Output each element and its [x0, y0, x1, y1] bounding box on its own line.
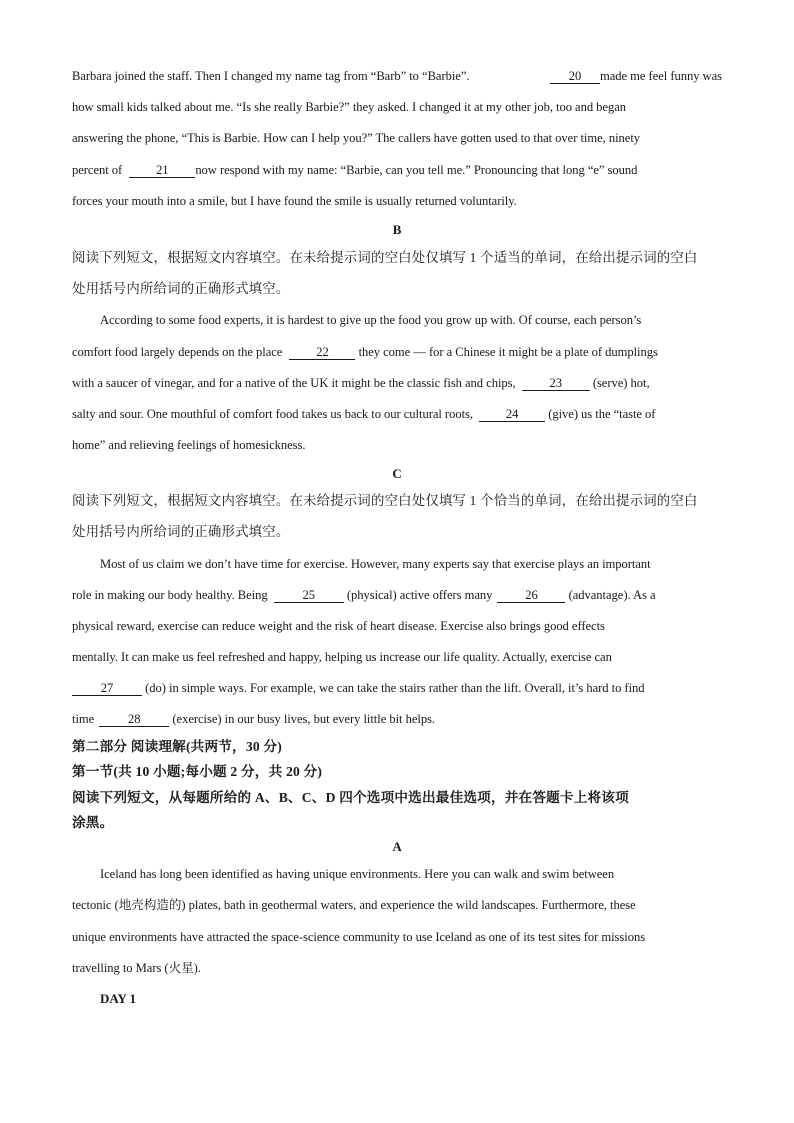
passage-line: with a saucer of vinegar, and for a native of the UK it might be the classic fish and chips, 23 (serve) hot,	[72, 376, 650, 390]
passage-line: home” and relieving feelings of homesickness.	[72, 438, 306, 452]
day-heading: DAY 1	[100, 991, 136, 1006]
part-subtitle: 第一节(共 10 小题;每小题 2 分，共 20 分)	[72, 764, 323, 779]
blank-24[interactable]: 24	[479, 407, 545, 422]
section-heading-b: B	[392, 222, 402, 237]
part-title: 第二部分 阅读理解(共两节，30 分)	[72, 739, 282, 754]
passage-line: According to some food experts, it is hardest to give up the food you grow up with. Of course, each person’s	[100, 313, 642, 327]
passage-line: answering the phone, “This is Barbie. How can I help you?” The callers have gotten used to that over time, ninety	[72, 131, 641, 145]
blank-25[interactable]: 25	[274, 588, 344, 603]
passage-line: percent of 21 now respond with my name: “Barbie, can you tell me.” Pronouncing that long “e” sound	[72, 163, 638, 177]
passage-line: unique environments have attracted the space-science community to use Iceland as one of its test sites for missions	[72, 930, 646, 944]
passage-line: mentally. It can make us feel refreshed and happy, helping us increase our life quality. Actually, exercise can	[72, 650, 612, 664]
blank-28[interactable]: 28	[99, 712, 169, 727]
passage-line: how small kids talked about me. “Is she really Barbie?” they asked. I changed it at my other job, too and began	[72, 100, 627, 114]
blank-23[interactable]: 23	[522, 376, 590, 391]
blank-20[interactable]: 20	[550, 69, 600, 84]
passage-line: tectonic (地壳构造的) plates, bath in geothermal waters, and experience the wild landscapes. Furthermore, these	[72, 898, 636, 912]
instruction-line: 阅读下列短文，根据短文内容填空。在未给提示词的空白处仅填写 1 个适当的单词，在给出提示词的空白	[72, 250, 698, 265]
instruction-line: 涂黑。	[72, 815, 114, 830]
section-heading-a: A	[392, 839, 402, 854]
passage-line: 27 (do) in simple ways. For example, we can take the stairs rather than the lift. Overall, it’s hard to find	[72, 680, 722, 696]
passage-line: forces your mouth into a smile, but I have found the smile is usually returned voluntarily.	[72, 194, 517, 208]
instruction-line: 阅读下列短文，从每题所给的 A、B、C、D 四个选项中选出最佳选项，并在答题卡上将该项	[72, 790, 629, 805]
passage-line: Most of us claim we don’t have time for exercise. However, many experts say that exercise plays an important	[100, 557, 651, 571]
passage-line: comfort food largely depends on the place 22 they come — for a Chinese it might be a plate of dumplings	[72, 345, 658, 359]
instruction-line: 处用括号内所给词的正确形式填空。	[72, 524, 290, 539]
passage-line: Iceland has long been identified as having unique environments. Here you can walk and swim between	[100, 867, 615, 881]
blank-21[interactable]: 21	[129, 163, 195, 178]
passage-line: Barbara joined the staff. Then I changed my name tag from “Barb” to “Barbie”. 20 made me feel funny was	[72, 69, 722, 83]
passage-line: travelling to Mars (火星).	[72, 961, 201, 975]
passage-line: salty and sour. One mouthful of comfort food takes us back to our cultural roots, 24 (give) us the “taste of	[72, 407, 656, 421]
blank-22[interactable]: 22	[289, 345, 355, 360]
passage-line: physical reward, exercise can reduce weight and the risk of heart disease. Exercise also brings good effects	[72, 619, 605, 633]
section-heading-c: C	[392, 466, 402, 481]
passage-line: role in making our body healthy. Being 25 (physical) active offers many 26 (advantage). As a	[72, 588, 656, 602]
blank-26[interactable]: 26	[497, 588, 565, 603]
blank-27[interactable]: 27	[72, 681, 142, 696]
instruction-line: 阅读下列短文，根据短文内容填空。在未给提示词的空白处仅填写 1 个恰当的单词，在给出提示词的空白	[72, 493, 698, 508]
passage-line: time 28 (exercise) in our busy lives, but every little bit helps.	[72, 712, 436, 726]
instruction-line: 处用括号内所给词的正确形式填空。	[72, 281, 290, 296]
